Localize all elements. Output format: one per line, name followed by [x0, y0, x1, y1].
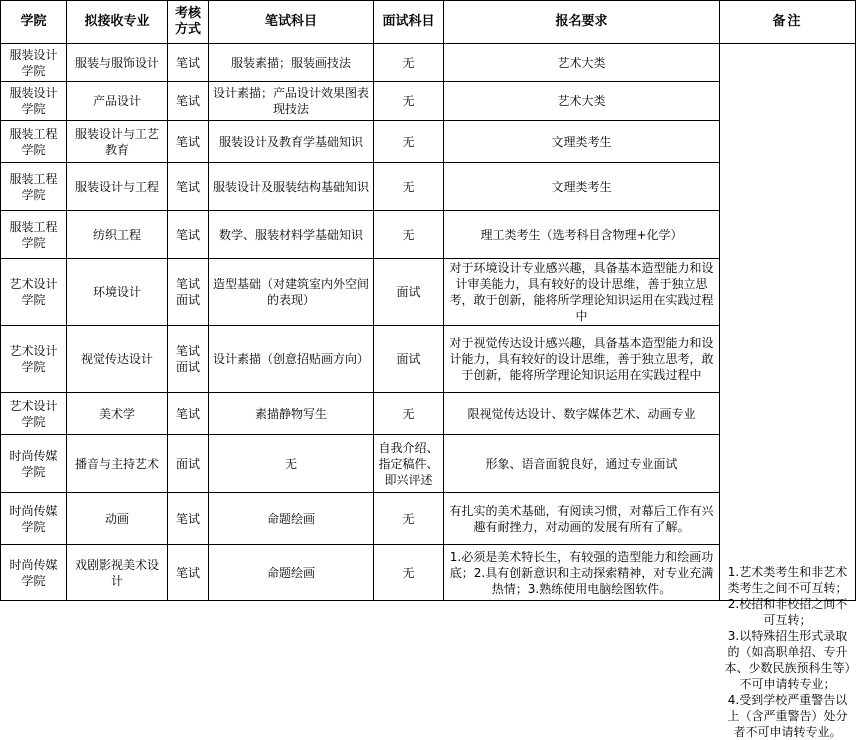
cell-requirement: 艺术大类	[444, 44, 720, 82]
cell-interview: 无	[374, 493, 444, 545]
cell-method: 笔试	[168, 211, 209, 259]
cell-requirement: 限视觉传达设计、数字媒体艺术、动画专业	[444, 393, 720, 435]
cell-interview: 无	[374, 211, 444, 259]
cell-requirement: 对于环境设计专业感兴趣，具备基本造型能力和设计审美能力，具有较好的设计思维，善于独立思考，敢于创新，能将所学理论知识运用在实践过程中	[444, 259, 720, 326]
cell-written: 服装设计及服装结构基础知识	[209, 163, 374, 211]
header-major: 拟接收专业	[67, 1, 168, 44]
cell-interview: 自我介绍、指定稿件、即兴评述	[374, 435, 444, 493]
notes-cell	[720, 44, 856, 739]
cell-method: 笔试	[168, 545, 209, 601]
cell-college: 服装设计学院	[1, 44, 67, 82]
cell-written: 造型基础（对建筑室内外空间的表现）	[209, 259, 374, 326]
cell-requirement: 有扎实的美术基础，有阅读习惯，对幕后工作有兴趣有耐挫力，对动画的发展有所有了解。	[444, 493, 720, 545]
cell-requirement: 艺术大类	[444, 82, 720, 121]
header-college: 学院	[1, 1, 67, 44]
cell-college: 艺术设计学院	[1, 259, 67, 326]
cell-college: 艺术设计学院	[1, 393, 67, 435]
cell-written: 服装素描；服装画技法	[209, 44, 374, 82]
cell-method: 笔试	[168, 82, 209, 121]
cell-major: 视觉传达设计	[67, 326, 168, 393]
cell-written: 设计素描（创意招贴画方向）	[209, 326, 374, 393]
cell-major: 产品设计	[67, 82, 168, 121]
cell-method: 笔试面试	[168, 326, 209, 393]
cell-college: 服装设计学院	[1, 82, 67, 121]
cell-method: 笔试	[168, 121, 209, 163]
cell-major: 纺织工程	[67, 211, 168, 259]
cell-college: 时尚传媒学院	[1, 435, 67, 493]
cell-college: 时尚传媒学院	[1, 493, 67, 545]
note-item: 4.受到学校严重警告以上（含严重警告）处分者不可申请转专业。	[727, 693, 848, 739]
cell-requirement: 对于视觉传达设计感兴趣，具备基本造型能力和设计能力，具有较好的设计思维，善于独立思考，敢于创新，能将所学理论知识运用在实践过程中	[444, 326, 720, 393]
cell-major: 服装与服饰设计	[67, 44, 168, 82]
cell-method: 笔试	[168, 493, 209, 545]
table-row	[1, 44, 856, 82]
cell-major: 服装设计与工程	[67, 163, 168, 211]
cell-method: 笔试	[168, 163, 209, 211]
cell-requirement: 文理类考生	[444, 163, 720, 211]
cell-interview: 无	[374, 163, 444, 211]
cell-requirement: 1.必须是美术特长生，有较强的造型能力和绘画功底；2.具有创新意识和主动探索精神，对专业充满热情；3.熟练使用电脑绘图软件。	[444, 545, 720, 601]
header-requirement: 报名要求	[444, 1, 720, 44]
cell-interview: 无	[374, 82, 444, 121]
cell-written: 素描静物写生	[209, 393, 374, 435]
cell-interview: 无	[374, 393, 444, 435]
header-row	[1, 1, 856, 44]
cell-written: 命题绘画	[209, 545, 374, 601]
cell-major: 播音与主持艺术	[67, 435, 168, 493]
cell-college: 服装工程学院	[1, 163, 67, 211]
cell-college: 服装工程学院	[1, 211, 67, 259]
cell-method: 笔试面试	[168, 259, 209, 326]
cell-major: 动画	[67, 493, 168, 545]
cell-interview: 无	[374, 44, 444, 82]
cell-requirement: 理工类考生（选考科目含物理+化学）	[444, 211, 720, 259]
header-interview-subject: 面试科目	[374, 1, 444, 44]
cell-requirement: 文理类考生	[444, 121, 720, 163]
note-item: 2.校招和非校招之间不可互转；	[727, 597, 848, 627]
cell-major: 美术学	[67, 393, 168, 435]
note-item: 1.艺术类考生和非艺术类考生之间不可互转；	[727, 565, 848, 595]
cell-major: 环境设计	[67, 259, 168, 326]
cell-requirement: 形象、语音面貌良好，通过专业面试	[444, 435, 720, 493]
cell-written: 无	[209, 435, 374, 493]
note-item: 3.以特殊招生形式录取的（如高职单招、专升本、少数民族预科生等）不可申请转专业；	[724, 629, 851, 691]
header-written-subject: 笔试科目	[209, 1, 374, 44]
cell-interview: 无	[374, 545, 444, 601]
cell-interview: 面试	[374, 259, 444, 326]
cell-major: 戏剧影视美术设计	[67, 545, 168, 601]
cell-major: 服装设计与工艺教育	[67, 121, 168, 163]
cell-method: 笔试	[168, 44, 209, 82]
cell-method: 面试	[168, 435, 209, 493]
cell-college: 服装工程学院	[1, 121, 67, 163]
cell-interview: 面试	[374, 326, 444, 393]
header-method: 考核方式	[168, 1, 209, 44]
cell-college: 时尚传媒学院	[1, 545, 67, 601]
header-notes: 备注	[720, 1, 856, 44]
cell-written: 服装设计及教育学基础知识	[209, 121, 374, 163]
cell-college: 艺术设计学院	[1, 326, 67, 393]
cell-written: 数学、服装材料学基础知识	[209, 211, 374, 259]
cell-written: 命题绘画	[209, 493, 374, 545]
cell-written: 设计素描；产品设计效果图表现技法	[209, 82, 374, 121]
cell-method: 笔试	[168, 393, 209, 435]
cell-interview: 无	[374, 121, 444, 163]
